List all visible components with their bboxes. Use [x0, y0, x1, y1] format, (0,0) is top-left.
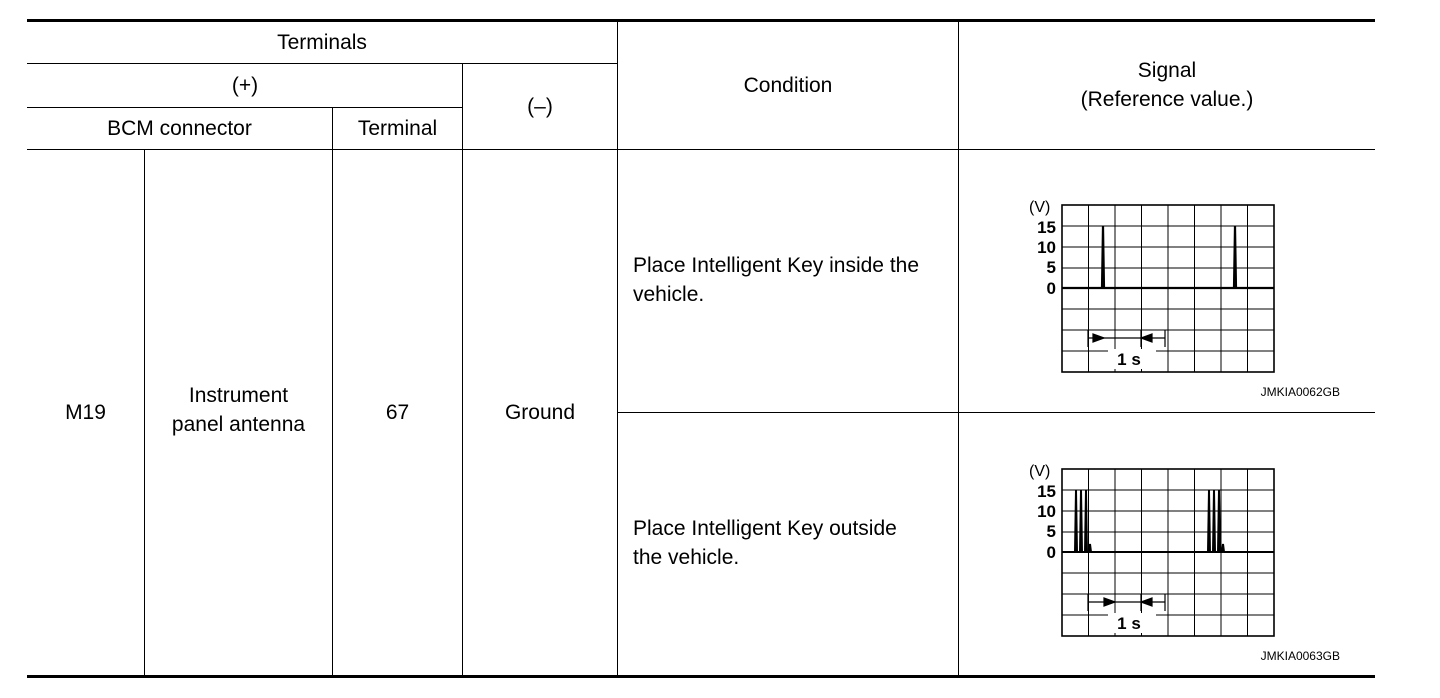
header-minus: (–)	[527, 95, 553, 118]
waveform-inside-tick-10: 10	[1037, 238, 1056, 257]
header-bcm-connector: BCM connector	[107, 116, 252, 140]
waveform-inside-tick-0: 0	[1046, 279, 1056, 298]
waveform-outside-time-label: 1 s	[1117, 614, 1141, 633]
waveform-inside-tick-15: 15	[1037, 218, 1056, 237]
header-plus: (+)	[231, 73, 259, 97]
header-terminal: Terminal	[357, 116, 438, 140]
header-signal	[959, 22, 1375, 148]
condition-inside-line1: Place Intelligent Key inside the	[633, 254, 920, 277]
condition-row-divider	[617, 412, 1375, 413]
waveform-inside-code: JMKIA0062GB	[1260, 385, 1340, 399]
waveform-inside-time-label: 1 s	[1117, 350, 1141, 369]
waveform-outside-tick-15: 15	[1037, 482, 1056, 501]
row-description	[145, 150, 332, 675]
row-connector: M19	[65, 401, 106, 424]
header-signal-title: Signal	[1137, 59, 1197, 82]
waveform-inside	[1020, 192, 1280, 376]
header-terminals: Terminals	[277, 30, 367, 54]
waveform-inside-graph	[1020, 192, 1280, 376]
condition-outside-line2: the vehicle.	[633, 546, 740, 569]
waveform-outside-graph	[1020, 456, 1280, 640]
condition-inside	[633, 251, 953, 309]
header-signal-subtitle: (Reference value.)	[1080, 88, 1254, 111]
waveform-outside-tick-0: 0	[1046, 543, 1056, 562]
waveform-outside	[1020, 456, 1280, 640]
row-description-line1: Instrument	[188, 383, 289, 407]
waveform-outside-code: JMKIA0063GB	[1260, 649, 1340, 663]
waveform-outside-unit: (V)	[1029, 463, 1051, 480]
waveform-outside-tick-5: 5	[1046, 522, 1056, 541]
condition-outside-line1: Place Intelligent Key outside	[633, 517, 897, 540]
table-bottom-border	[27, 675, 1375, 678]
waveform-inside-unit: (V)	[1029, 199, 1051, 216]
header-condition: Condition	[743, 73, 833, 97]
condition-outside	[633, 514, 953, 572]
row-description-line2: panel antenna	[171, 412, 306, 436]
waveform-inside-tick-5: 5	[1046, 258, 1056, 277]
waveform-outside-tick-10: 10	[1037, 502, 1056, 521]
condition-inside-line2: vehicle.	[633, 283, 705, 306]
row-terminal: 67	[385, 401, 410, 424]
row-minus: Ground	[504, 401, 576, 424]
